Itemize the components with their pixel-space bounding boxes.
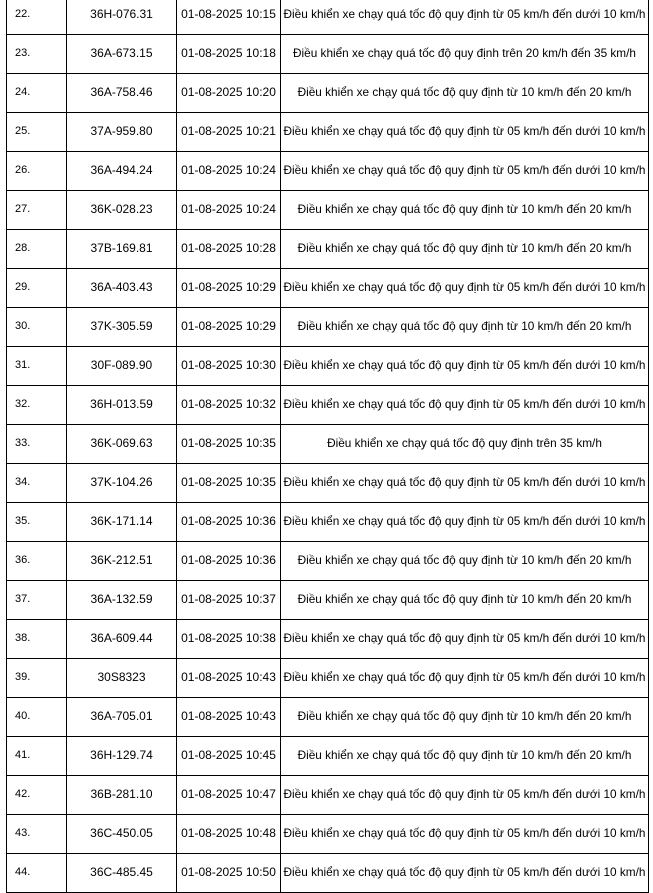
- violation-time: 01-08-2025 10:47: [177, 776, 281, 815]
- violation-time: 01-08-2025 10:20: [177, 74, 281, 113]
- license-plate: 36H-013.59: [67, 386, 177, 425]
- violation-description: Điều khiển xe chạy quá tốc độ quy định từ 10 km/h đến 20 km/h: [281, 581, 649, 620]
- row-number: 36.: [7, 542, 67, 581]
- row-number: 30.: [7, 308, 67, 347]
- license-plate: 36A-705.01: [67, 698, 177, 737]
- row-number: 28.: [7, 230, 67, 269]
- row-number: 37.: [7, 581, 67, 620]
- violation-description: Điều khiển xe chạy quá tốc độ quy định trên 20 km/h đến 35 km/h: [281, 35, 649, 74]
- violation-description: Điều khiển xe chạy quá tốc độ quy định từ 05 km/h đến dưới 10 km/h: [281, 464, 649, 503]
- violation-description: Điều khiển xe chạy quá tốc độ quy định từ 05 km/h đến dưới 10 km/h: [281, 347, 649, 386]
- table-row: [7, 503, 649, 542]
- table-row: [7, 386, 649, 425]
- violation-description: Điều khiển xe chạy quá tốc độ quy định từ 10 km/h đến 20 km/h: [281, 737, 649, 776]
- violation-time: 01-08-2025 10:45: [177, 737, 281, 776]
- row-number: 39.: [7, 659, 67, 698]
- license-plate: 36K-171.14: [67, 503, 177, 542]
- violation-description: Điều khiển xe chạy quá tốc độ quy định từ 10 km/h đến 20 km/h: [281, 542, 649, 581]
- violation-description: Điều khiển xe chạy quá tốc độ quy định từ 05 km/h đến dưới 10 km/h: [281, 815, 649, 854]
- violation-time: 01-08-2025 10:24: [177, 152, 281, 191]
- license-plate: 36A-494.24: [67, 152, 177, 191]
- row-number: 23.: [7, 35, 67, 74]
- violation-description: Điều khiển xe chạy quá tốc độ quy định từ 05 km/h đến dưới 10 km/h: [281, 269, 649, 308]
- table-row: [7, 308, 649, 347]
- table-row: [7, 35, 649, 74]
- row-number: 32.: [7, 386, 67, 425]
- table-row: [7, 542, 649, 581]
- violation-description: Điều khiển xe chạy quá tốc độ quy định từ 10 km/h đến 20 km/h: [281, 698, 649, 737]
- row-number: 34.: [7, 464, 67, 503]
- license-plate: 36B-281.10: [67, 776, 177, 815]
- violation-time: 01-08-2025 10:48: [177, 815, 281, 854]
- row-number: 33.: [7, 425, 67, 464]
- row-number: 26.: [7, 152, 67, 191]
- license-plate: 36H-129.74: [67, 737, 177, 776]
- violations-table-body: [7, 0, 649, 893]
- table-row: [7, 464, 649, 503]
- violation-description: Điều khiển xe chạy quá tốc độ quy định từ 05 km/h đến dưới 10 km/h: [281, 854, 649, 893]
- license-plate: 37K-305.59: [67, 308, 177, 347]
- table-row: [7, 0, 649, 35]
- violation-description: Điều khiển xe chạy quá tốc độ quy định từ 05 km/h đến dưới 10 km/h: [281, 620, 649, 659]
- violation-time: 01-08-2025 10:29: [177, 308, 281, 347]
- license-plate: 36A-132.59: [67, 581, 177, 620]
- row-number: 24.: [7, 74, 67, 113]
- violation-time: 01-08-2025 10:36: [177, 503, 281, 542]
- violation-time: 01-08-2025 10:37: [177, 581, 281, 620]
- violation-description: Điều khiển xe chạy quá tốc độ quy định trên 35 km/h: [281, 425, 649, 464]
- row-number: 35.: [7, 503, 67, 542]
- license-plate: 36A-673.15: [67, 35, 177, 74]
- violation-time: 01-08-2025 10:29: [177, 269, 281, 308]
- violation-time: 01-08-2025 10:21: [177, 113, 281, 152]
- violation-time: 01-08-2025 10:43: [177, 698, 281, 737]
- table-row: [7, 698, 649, 737]
- license-plate: 36A-758.46: [67, 74, 177, 113]
- table-row: [7, 815, 649, 854]
- violation-time: 01-08-2025 10:30: [177, 347, 281, 386]
- table-row: [7, 425, 649, 464]
- license-plate: 30S8323: [67, 659, 177, 698]
- license-plate: 36H-076.31: [67, 0, 177, 35]
- row-number: 38.: [7, 620, 67, 659]
- row-number: 31.: [7, 347, 67, 386]
- row-number: 44.: [7, 854, 67, 893]
- table-row: [7, 776, 649, 815]
- table-row: [7, 347, 649, 386]
- license-plate: 36A-609.44: [67, 620, 177, 659]
- table-row: [7, 737, 649, 776]
- violation-description: Điều khiển xe chạy quá tốc độ quy định từ 10 km/h đến 20 km/h: [281, 74, 649, 113]
- violation-time: 01-08-2025 10:36: [177, 542, 281, 581]
- license-plate: 36K-069.63: [67, 425, 177, 464]
- table-row: [7, 152, 649, 191]
- row-number: 27.: [7, 191, 67, 230]
- row-number: 22.: [7, 0, 67, 35]
- table-row: [7, 113, 649, 152]
- row-number: 40.: [7, 698, 67, 737]
- violation-description: Điều khiển xe chạy quá tốc độ quy định từ 05 km/h đến dưới 10 km/h: [281, 152, 649, 191]
- violation-description: Điều khiển xe chạy quá tốc độ quy định từ 10 km/h đến 20 km/h: [281, 230, 649, 269]
- violation-description: Điều khiển xe chạy quá tốc độ quy định từ 05 km/h đến dưới 10 km/h: [281, 113, 649, 152]
- violation-time: 01-08-2025 10:32: [177, 386, 281, 425]
- violation-description: Điều khiển xe chạy quá tốc độ quy định từ 10 km/h đến 20 km/h: [281, 308, 649, 347]
- row-number: 43.: [7, 815, 67, 854]
- violation-description: Điều khiển xe chạy quá tốc độ quy định từ 05 km/h đến dưới 10 km/h: [281, 386, 649, 425]
- violation-time: 01-08-2025 10:35: [177, 425, 281, 464]
- table-row: [7, 581, 649, 620]
- table-row: [7, 230, 649, 269]
- row-number: 41.: [7, 737, 67, 776]
- license-plate: 36C-485.45: [67, 854, 177, 893]
- license-plate: 36K-028.23: [67, 191, 177, 230]
- table-row: [7, 191, 649, 230]
- violation-time: 01-08-2025 10:43: [177, 659, 281, 698]
- violations-table: [6, 0, 649, 893]
- table-row: [7, 854, 649, 893]
- violation-time: 01-08-2025 10:18: [177, 35, 281, 74]
- table-row: [7, 620, 649, 659]
- row-number: 25.: [7, 113, 67, 152]
- license-plate: 36K-212.51: [67, 542, 177, 581]
- row-number: 29.: [7, 269, 67, 308]
- violation-description: Điều khiển xe chạy quá tốc độ quy định từ 05 km/h đến dưới 10 km/h: [281, 0, 649, 35]
- violation-time: 01-08-2025 10:38: [177, 620, 281, 659]
- violation-description: Điều khiển xe chạy quá tốc độ quy định từ 05 km/h đến dưới 10 km/h: [281, 776, 649, 815]
- license-plate: 36C-450.05: [67, 815, 177, 854]
- table-row: [7, 659, 649, 698]
- row-number: 42.: [7, 776, 67, 815]
- violation-description: Điều khiển xe chạy quá tốc độ quy định từ 10 km/h đến 20 km/h: [281, 191, 649, 230]
- violation-time: 01-08-2025 10:50: [177, 854, 281, 893]
- violation-description: Điều khiển xe chạy quá tốc độ quy định từ 05 km/h đến dưới 10 km/h: [281, 659, 649, 698]
- table-row: [7, 74, 649, 113]
- license-plate: 37K-104.26: [67, 464, 177, 503]
- violation-time: 01-08-2025 10:15: [177, 0, 281, 35]
- license-plate: 37B-169.81: [67, 230, 177, 269]
- table-row: [7, 269, 649, 308]
- license-plate: 36A-403.43: [67, 269, 177, 308]
- violation-description: Điều khiển xe chạy quá tốc độ quy định từ 05 km/h đến dưới 10 km/h: [281, 503, 649, 542]
- license-plate: 37A-959.80: [67, 113, 177, 152]
- violation-time: 01-08-2025 10:35: [177, 464, 281, 503]
- license-plate: 30F-089.90: [67, 347, 177, 386]
- violation-time: 01-08-2025 10:24: [177, 191, 281, 230]
- violation-time: 01-08-2025 10:28: [177, 230, 281, 269]
